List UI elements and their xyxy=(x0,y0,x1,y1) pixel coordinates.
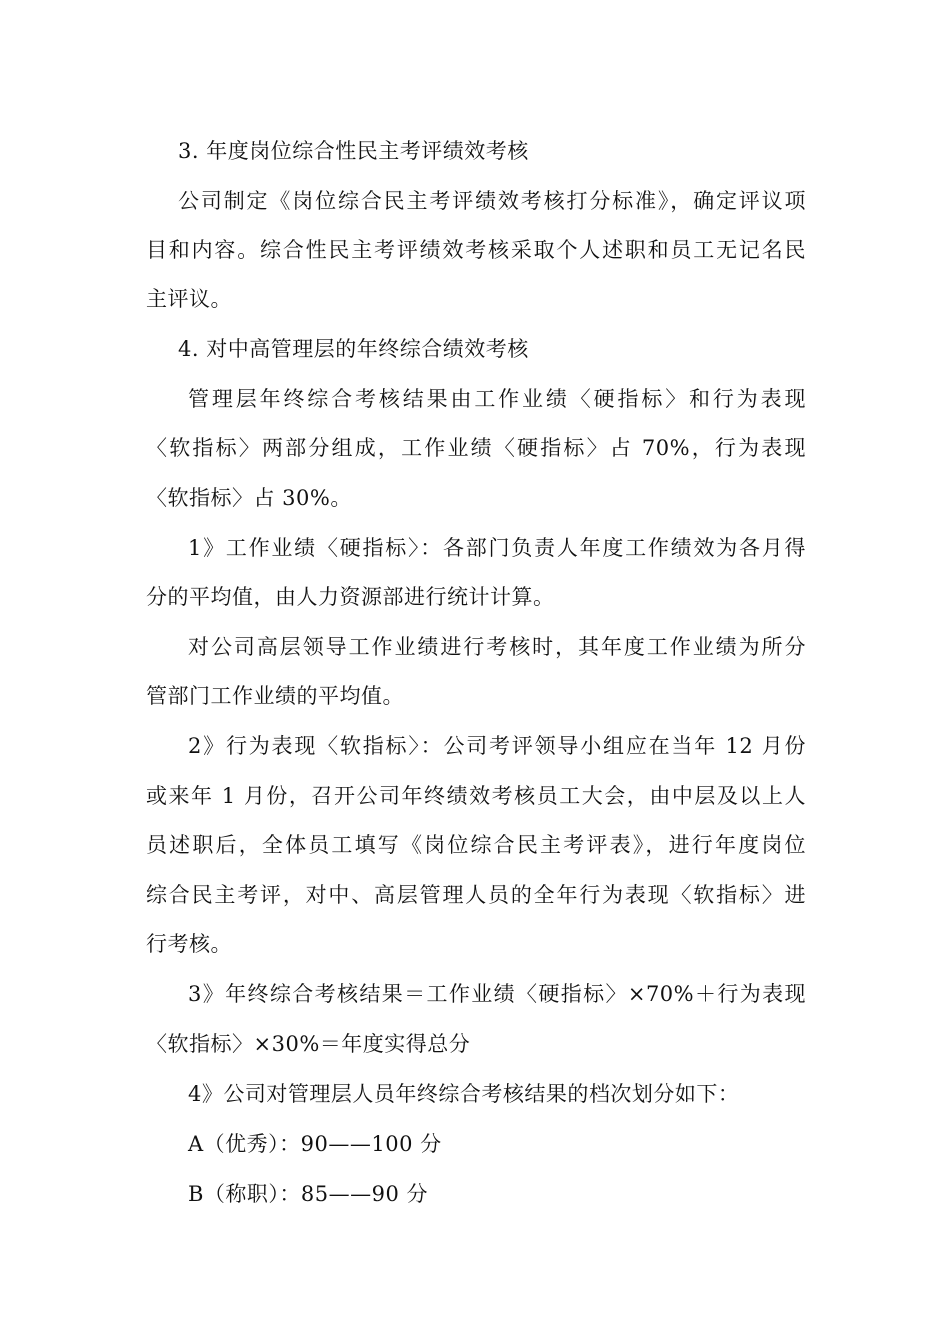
section-heading-3: 3. 年度岗位综合性民主考评绩效考核 xyxy=(178,139,529,163)
list-item-line: 行考核。 xyxy=(146,932,232,956)
paragraph-line: 〈软指标〉占 30%。 xyxy=(146,486,352,510)
paragraph-line: 对公司高层领导工作业绩进行考核时，其年度工作业绩为所分 xyxy=(188,635,806,659)
list-item-line: 4》公司对管理层人员年终综合考核结果的档次划分如下： xyxy=(188,1082,740,1106)
paragraph-line: 主评议。 xyxy=(146,287,232,311)
list-item-line: 分的平均值，由人力资源部进行统计计算。 xyxy=(146,585,555,609)
list-item-line: 员述职后，全体员工填写《岗位综合民主考评表》，进行年度岗位 xyxy=(146,833,806,857)
paragraph-line: 目和内容。综合性民主考评绩效考核采取个人述职和员工无记名民 xyxy=(146,238,806,262)
paragraph-line: 管部门工作业绩的平均值。 xyxy=(146,684,404,708)
paragraph-line: 〈软指标〉两部分组成，工作业绩〈硬指标〉占 70%，行为表现 xyxy=(146,436,806,460)
section-heading-4: 4. 对中高管理层的年终综合绩效考核 xyxy=(178,337,529,361)
list-item-line: 2》行为表现〈软指标〉：公司考评领导小组应在当年 12 月份 xyxy=(188,734,806,758)
formula-line: 3》年终综合考核结果＝工作业绩〈硬指标〉×70%＋行为表现 xyxy=(188,982,806,1006)
list-item-line: 或来年 1 月份，召开公司年终绩效考核员工大会，由中层及以上人 xyxy=(146,784,806,808)
paragraph-line: 管理层年终综合考核结果由工作业绩〈硬指标〉和行为表现 xyxy=(188,387,806,411)
list-item-line: 综合民主考评，对中、高层管理人员的全年行为表现〈软指标〉进 xyxy=(146,883,806,907)
grade-item-b: B（称职）：85——90 分 xyxy=(188,1182,429,1206)
grade-item-a: A（优秀）：90——100 分 xyxy=(188,1132,442,1156)
formula-line: 〈软指标〉×30%＝年度实得总分 xyxy=(146,1032,471,1056)
list-item-line: 1》工作业绩〈硬指标〉：各部门负责人年度工作绩效为各月得 xyxy=(188,536,806,560)
paragraph-line: 公司制定《岗位综合民主考评绩效考核打分标准》，确定评议项 xyxy=(178,189,806,213)
